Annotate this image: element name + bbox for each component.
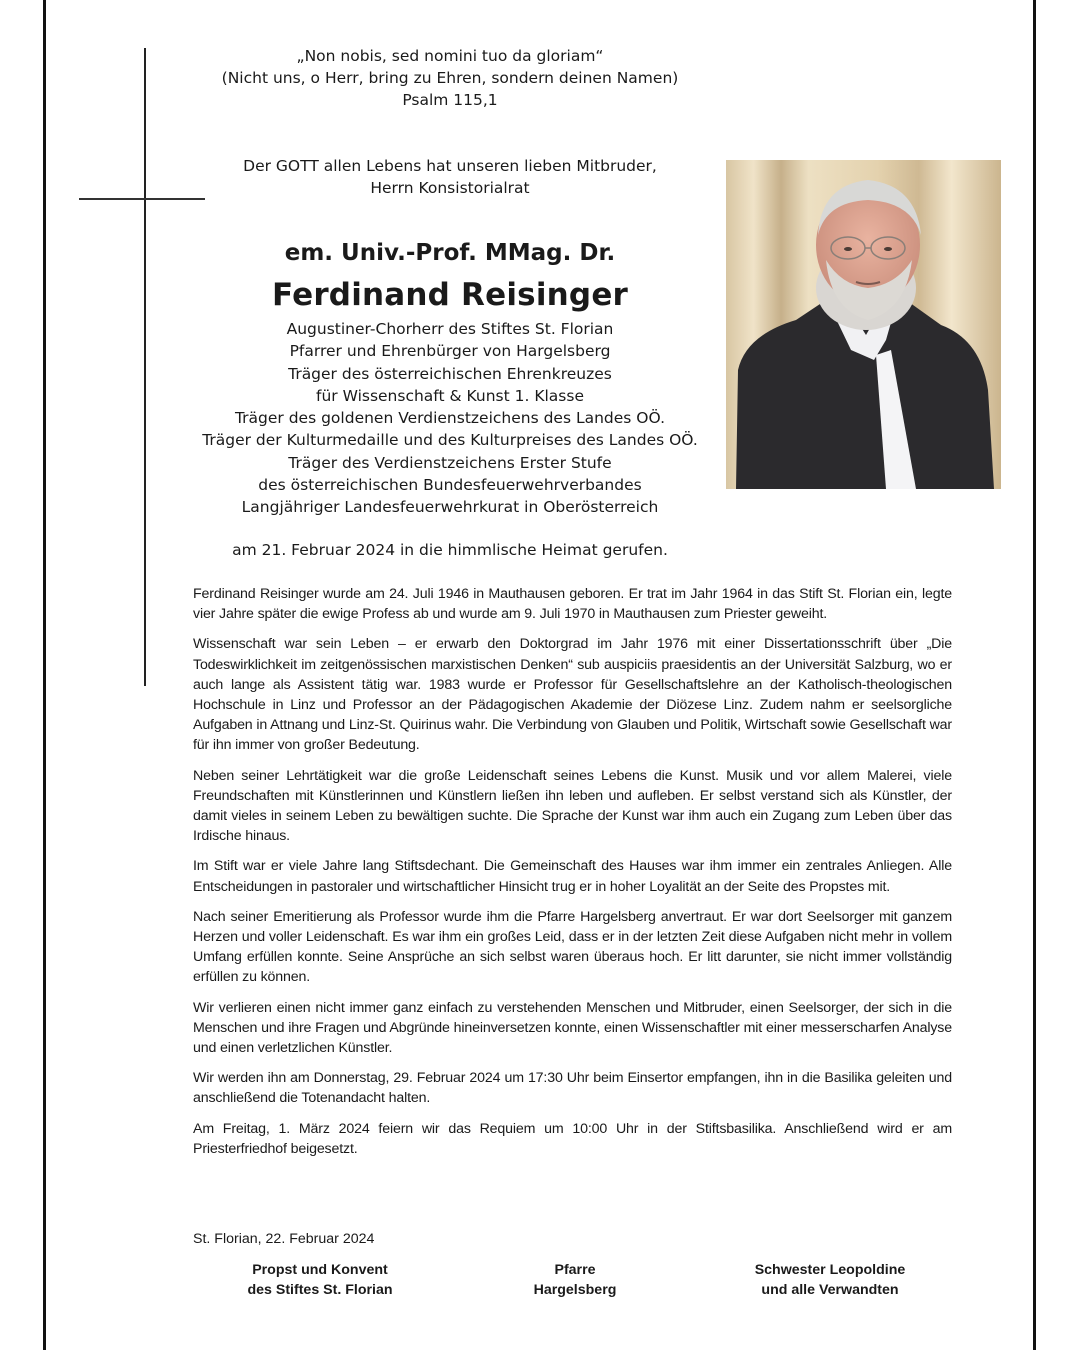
- signatory-family: [720, 1260, 940, 1300]
- page-frame-right: [1033, 0, 1036, 1350]
- honor-item: Augustiner-Chorherr des Stiftes St. Florian: [286, 320, 614, 338]
- signatory-line-1: Schwester Leopoldine: [754, 1262, 906, 1278]
- biography-paragraph: Ferdinand Reisinger wurde am 24. Juli 1946 in Mauthausen geboren. Er trat im Jahr 1964 in das Stift St. Florian ein, legte vier Jahre später die ewige Profess ab und wurde am 9. Juli 1970 in Mauthausen zum Priester geweiht.: [193, 586, 952, 623]
- signatory-line-2: Hargelsberg: [533, 1282, 617, 1298]
- place-and-date: St. Florian, 22. Februar 2024: [193, 1231, 375, 1247]
- cross-vertical-bar: [144, 48, 146, 686]
- honor-item: Träger des goldenen Verdienstzeichens des Landes OÖ.: [234, 409, 666, 428]
- portrait-photo: [726, 160, 1001, 489]
- quote-latin: „Non nobis, sed nomini tuo da gloriam“: [296, 47, 604, 65]
- biography-paragraph: Im Stift war er viele Jahre lang Stiftsdechant. Die Gemeinschaft des Hauses war ihm immer ein zentrales Anliegen. Alle Entscheidungen in pastoraler und wirtschaftlicher Hinsicht trug er in hoher Loyalität an der Seite des Propstes mit.: [193, 858, 952, 895]
- academic-title: em. Univ.-Prof. MMag. Dr.: [284, 240, 616, 266]
- signatory-line-1: Propst und Konvent: [252, 1262, 388, 1278]
- honor-item: Träger des österreichischen Ehrenkreuzes: [288, 364, 612, 383]
- biography: [193, 584, 952, 1169]
- portrait-illustration: [726, 160, 1001, 489]
- announcement-line-1: Der GOTT allen Lebens hat unseren lieben Mitbruder,: [243, 157, 657, 175]
- quote-german: (Nicht uns, o Herr, bring zu Ehren, sondern deinen Namen): [221, 69, 679, 87]
- deceased-name: Ferdinand Reisinger: [271, 277, 629, 313]
- signatory-line-2: und alle Verwandten: [761, 1282, 899, 1298]
- biography-paragraph: Nach seiner Emeritierung als Professor wurde ihm die Pfarre Hargelsberg anvertraut. Er war dort Seelsorger mit ganzem Herzen und voller Leidenschaft. Es war ihm ein großes Leid, dass er in der letzten Zeit diese Aufgaben nicht mehr in vollem Umfang erfüllen konnte. Seine Ansprüche an sich selbst waren überaus hoch. Er litt darunter, sie nicht immer vollständig erfüllen zu können.: [193, 908, 952, 986]
- funeral-reception-paragraph: Wir werden ihn am Donnerstag, 29. Februar 2024 um 17:30 Uhr beim Einsertor empfangen, ihn in die Basilika geleiten und anschließend die Totenandacht halten.: [193, 1070, 952, 1107]
- honors-list: [190, 318, 710, 519]
- death-announcement: am 21. Februar 2024 in die himmlische Heimat gerufen.: [232, 541, 668, 559]
- biography-paragraph: Wissenschaft war sein Leben – er erwarb den Doktorgrad im Jahr 1976 mit einer Dissertationsschrift über „Die Todeswirklichkeit im zeitgenössischen marxistischen Denken“ sub auspiciis praesidentis an der Universität Salzburg, wo er auch lange als Assistent tätig war. 1983 wurde er Professor für Gesellschaftslehre an der Katholisch-theologischen Hochschule in Linz und Professor an der Pädagogischen Akademie der Diözese Linz. Zudem nahm er seelsorgliche Aufgaben in Attnang und Linz-St. Quirinus wahr. Die Verbindung von Glauben und Politik, Wirtschaft sowie Gesellschaft war für ihn immer von großer Bedeutung.: [193, 636, 952, 754]
- page-frame-left: [43, 0, 46, 1350]
- signatory-line-1: Pfarre: [554, 1262, 596, 1278]
- quote-reference: Psalm 115,1: [402, 91, 498, 109]
- biography-paragraph: Neben seiner Lehrtätigkeit war die große Leidenschaft seines Lebens die Kunst. Musik und vor allem Malerei, viele Freundschaften mit Künstlerinnen und Künstlern ließen ihn leben und aufleben. Er selbst verstand sich als Künstler, der damit vieles in seinem Leben zu bewältigen suchte. Die Sprache der Kunst war ihm auch ein Zugang zum Leben über das Irdische hinaus.: [193, 767, 952, 845]
- announcement: [190, 155, 710, 199]
- honor-item: Träger des Verdienstzeichens Erster Stufe: [288, 453, 612, 472]
- announcement-line-2: Herrn Konsistorialrat: [370, 179, 530, 197]
- cross-horizontal-bar: [79, 198, 205, 200]
- biography-paragraph: Wir verlieren einen nicht immer ganz einfach zu verstehenden Menschen und Mitbruder, einen Seelsorger, der sich in die Menschen und ihre Fragen und Abgründe hineinversetzen konnte, einen Wissenschaftler mit einer messerscharfen Analyse und einen verletzlichen Künstler.: [193, 999, 952, 1057]
- honor-item: des österreichischen Bundesfeuerwehrverbandes: [258, 476, 642, 495]
- signatory-line-2: des Stiftes St. Florian: [247, 1282, 393, 1298]
- signatory-pfarre: [500, 1260, 650, 1300]
- honor-item: für Wissenschaft & Kunst 1. Klasse: [316, 386, 584, 405]
- requiem-paragraph: Am Freitag, 1. März 2024 feiern wir das Requiem um 10:00 Uhr in der Stiftsbasilika. Anschließend wird er am Priesterfriedhof beigesetzt.: [193, 1120, 952, 1157]
- honor-item: Pfarrer und Ehrenbürger von Hargelsberg: [289, 342, 611, 361]
- signatory-stift: [220, 1260, 420, 1300]
- honor-item: Langjähriger Landesfeuerwehrkurat in Oberösterreich: [241, 498, 659, 517]
- honor-item: Träger der Kulturmedaille und des Kulturpreises des Landes OÖ.: [202, 431, 698, 450]
- psalm-quote: [190, 45, 710, 111]
